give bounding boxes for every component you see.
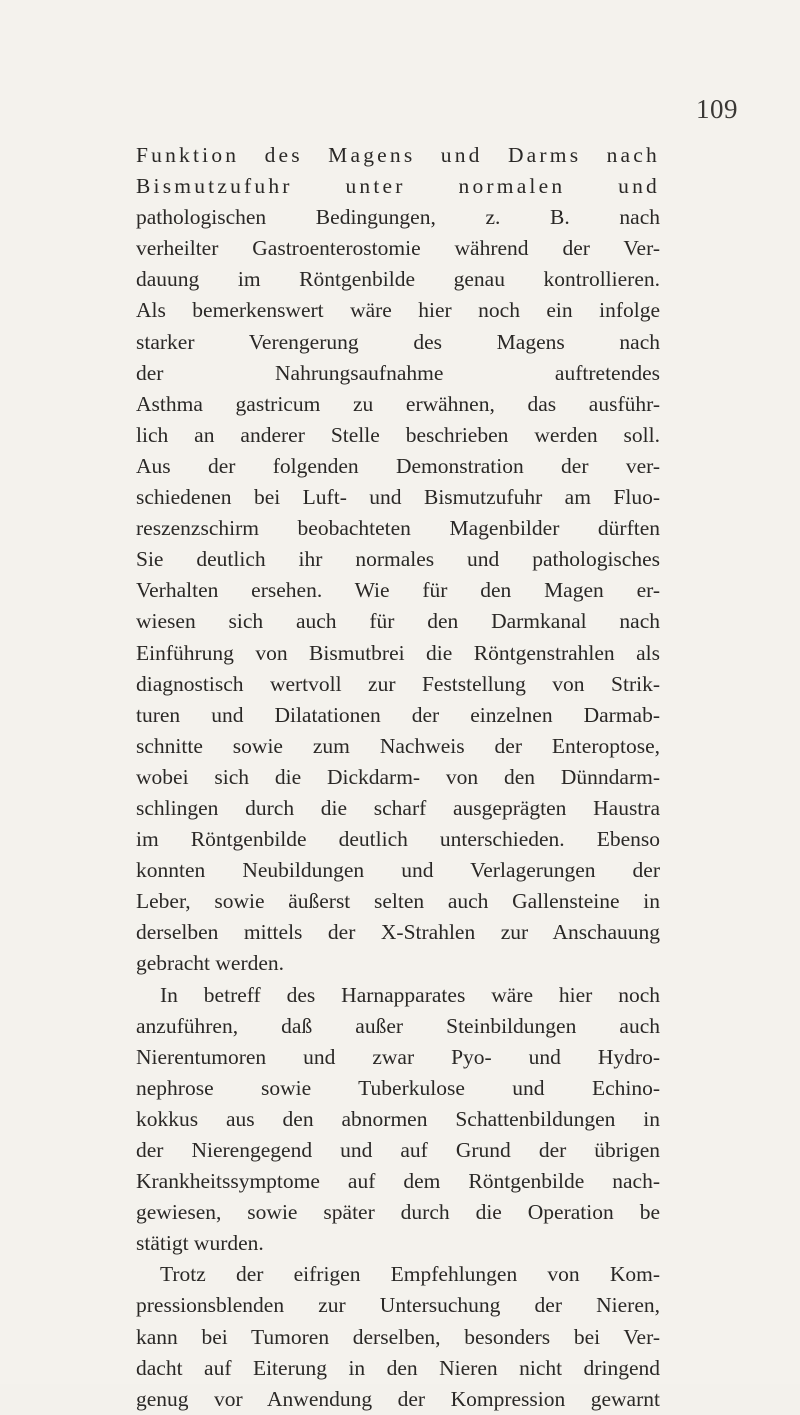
text-line: Aus der folgenden Demonstration der ver- <box>136 453 660 478</box>
text-line: Einführung von Bismutbrei die Röntgenstrahlen als <box>136 640 660 665</box>
text-line: Nierentumoren und zwar Pyo- und Hydro- <box>136 1044 660 1069</box>
text-line: verheilter Gastroenterostomie während der Ver- <box>136 236 660 261</box>
text-line: dacht auf Eiterung in den Nieren nicht dringend <box>136 1355 660 1380</box>
text-line: starker Verengerung des Magens nach <box>136 329 660 354</box>
text-line: diagnostisch wertvoll zur Feststellung von Strik- <box>136 671 660 696</box>
text-line: reszenzschirm beobachteten Magenbilder dürften <box>136 516 660 541</box>
page-number: 109 <box>696 94 738 124</box>
text-line: pressionsblenden zur Untersuchung der Nieren, <box>136 1293 660 1318</box>
text-line: wiesen sich auch für den Darmkanal nach <box>136 609 660 634</box>
text-line: wobei sich die Dickdarm- von den Dünndarm- <box>136 764 660 789</box>
body-text <box>136 140 660 1415</box>
text-line: dauung im Röntgenbilde genau kontrollieren. <box>136 267 660 292</box>
text-line: anzuführen, daß außer Steinbildungen auch <box>136 1013 660 1038</box>
text-line: derselben mittels der X-Strahlen zur Anschauung <box>136 920 660 945</box>
text-line: der Nahrungsaufnahme auftretendes <box>136 360 660 385</box>
text-line: konnten Neubildungen und Verlagerungen der <box>136 858 660 883</box>
text-line: lich an anderer Stelle beschrieben werden soll. <box>136 422 660 447</box>
text-line: turen und Dilatationen der einzelnen Darmab- <box>136 702 660 727</box>
text-line: Verhalten ersehen. Wie für den Magen er- <box>136 578 660 603</box>
text-line: schlingen durch die scharf ausgeprägten Haustra <box>136 795 660 820</box>
text-line: Funktion des Magens und Darms nach <box>136 143 660 167</box>
text-line: genug vor Anwendung der Kompression gewarnt <box>136 1386 660 1411</box>
text-line: Als bemerkenswert wäre hier noch ein infolge <box>136 298 660 323</box>
text-line: Asthma gastricum zu erwähnen, das ausführ- <box>136 391 660 416</box>
text-line: Trotz der eifrigen Empfehlungen von Kom- <box>160 1262 660 1287</box>
text-line: Bismutzufuhr unter normalen und <box>136 174 660 199</box>
text-line: nephrose sowie Tuberkulose und Echino- <box>136 1075 660 1100</box>
text-line: schnitte sowie zum Nachweis der Enteroptose, <box>136 733 660 758</box>
text-line: im Röntgenbilde deutlich unterschieden. Ebenso <box>136 827 660 852</box>
text-line: Leber, sowie äußerst selten auch Gallensteine in <box>136 889 660 914</box>
text-line: gewiesen, sowie später durch die Operation be <box>136 1200 660 1225</box>
text-line: Sie deutlich ihr normales und pathologisches <box>136 547 660 572</box>
text-line: kann bei Tumoren derselben, besonders bei Ver- <box>136 1324 660 1349</box>
text-line: schiedenen bei Luft- und Bismutzufuhr am Fluo- <box>136 485 660 510</box>
text-line: pathologischen Bedingungen, z. B. nach <box>136 205 660 230</box>
text-line: stätigt wurden. <box>136 1231 264 1256</box>
text-line: der Nierengegend und auf Grund der übrigen <box>136 1138 660 1162</box>
text-line: In betreff des Harnapparates wäre hier noch <box>160 982 660 1007</box>
text-line: kokkus aus den abnormen Schattenbildungen in <box>136 1106 660 1131</box>
text-line: Krankheitssymptome auf dem Röntgenbilde nach- <box>136 1169 660 1194</box>
text-line: gebracht werden. <box>136 951 285 976</box>
